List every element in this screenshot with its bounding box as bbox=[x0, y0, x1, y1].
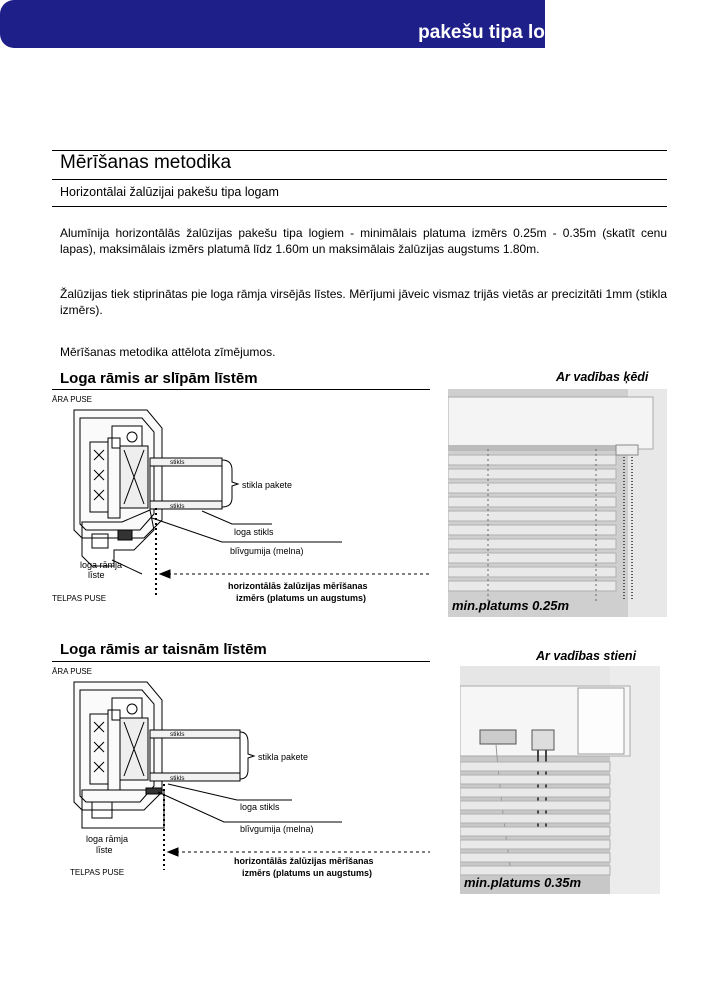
photo1-bottom-caption: min.platums 0.25m bbox=[452, 598, 570, 613]
diagram1-frame-label-1: loga rāmja bbox=[80, 560, 123, 570]
paragraph-dimensions: Alumīnija horizontālās žalūzijas pakešu tipa logiem - minimālais platuma izmērs 0.25m - 0.35m (skatīt cenu lapas), maksimālais izmērs platumā līdz 1.60m un maksimālais žalūzijas augstums 1.80m. bbox=[60, 226, 667, 256]
diagram2-measure-label-2: izmērs (platums un augstums) bbox=[242, 868, 373, 878]
header-line-2: pakešu tipa logiem (AR ĶĒDES bbox=[418, 22, 699, 43]
header-line-1: Horizontālā bbox=[606, 2, 699, 21]
diagram2-package-label: stikla pakete bbox=[258, 752, 309, 762]
diagram2-frame-label-1: loga rāmja bbox=[86, 834, 129, 844]
diagram2-window-glass-label: loga stikls bbox=[240, 802, 280, 812]
diagram1-glass-bottom: stikls bbox=[170, 503, 185, 510]
diagram2-measure-label-1: horizontālās žalūzijas mērīšanas bbox=[234, 856, 374, 866]
diagram1-package-label: stikla pakete bbox=[242, 480, 293, 490]
photo2-rod-blind bbox=[460, 666, 660, 894]
section-subtitle: Horizontālai žalūzijai pakešu tipa logam bbox=[60, 185, 279, 199]
diagram2-glass-top: stikls bbox=[170, 731, 185, 738]
section-title: Mērīšanas metodika bbox=[60, 152, 232, 173]
section-top-rule bbox=[52, 150, 667, 151]
diagram1-seal-label: blīvgumija (melna) bbox=[230, 546, 304, 556]
diagram1-outside-label: ĀRA PUSE bbox=[52, 395, 93, 404]
diagram2-seal-label: blīvgumija (melna) bbox=[240, 824, 314, 834]
photo2-bottom-caption: min.platums 0.35m bbox=[464, 875, 582, 890]
photo1-top-caption: Ar vadības ķēdi bbox=[556, 370, 649, 384]
diagram1-title: Loga rāmis ar slīpām līstēm bbox=[60, 370, 258, 387]
diagram1-glass-top: stikls bbox=[170, 459, 185, 466]
photo1-image bbox=[448, 389, 667, 617]
header-banner bbox=[0, 0, 699, 48]
diagram1-window-glass-label: loga stikls bbox=[234, 527, 274, 537]
diagram2-title: Loga rāmis ar taisnām līstēm bbox=[60, 641, 267, 658]
diagram1-inside-label: TELPAS PUSE bbox=[52, 594, 107, 603]
diagram1-cross-section bbox=[52, 390, 432, 612]
paragraph-mounting: Žalūzijas tiek stiprinātas pie loga rāmja virsējās līstes. Mērījumi jāveic vismaz trijās vietās ar precizitāti 1mm (stikla izmērs). bbox=[60, 287, 667, 317]
diagram2-frame-label-2: līste bbox=[96, 845, 113, 855]
photo2-image bbox=[460, 666, 660, 894]
paragraph-drawings: Mērīšanas metodika attēlota zīmējumos. bbox=[60, 345, 276, 359]
section-bottom-rule bbox=[52, 206, 667, 207]
diagram2-glass-bottom: stikls bbox=[170, 775, 185, 782]
diagram2-inside-label: TELPAS PUSE bbox=[70, 868, 125, 877]
photo1-chain-blind bbox=[448, 389, 667, 617]
photo2-top-caption: Ar vadības stieni bbox=[536, 649, 637, 663]
diagram1-measure-label-1: horizontālās žalūzijas mērīšanas bbox=[228, 581, 368, 591]
diagram2-outside-label: ĀRA PUSE bbox=[52, 667, 93, 676]
diagram2-cross-section bbox=[52, 662, 432, 884]
diagram1-measure-label-2: izmērs (platums un augstums) bbox=[236, 593, 367, 603]
section-mid-rule bbox=[52, 179, 667, 180]
diagram1-frame-label-2: līste bbox=[88, 570, 105, 580]
